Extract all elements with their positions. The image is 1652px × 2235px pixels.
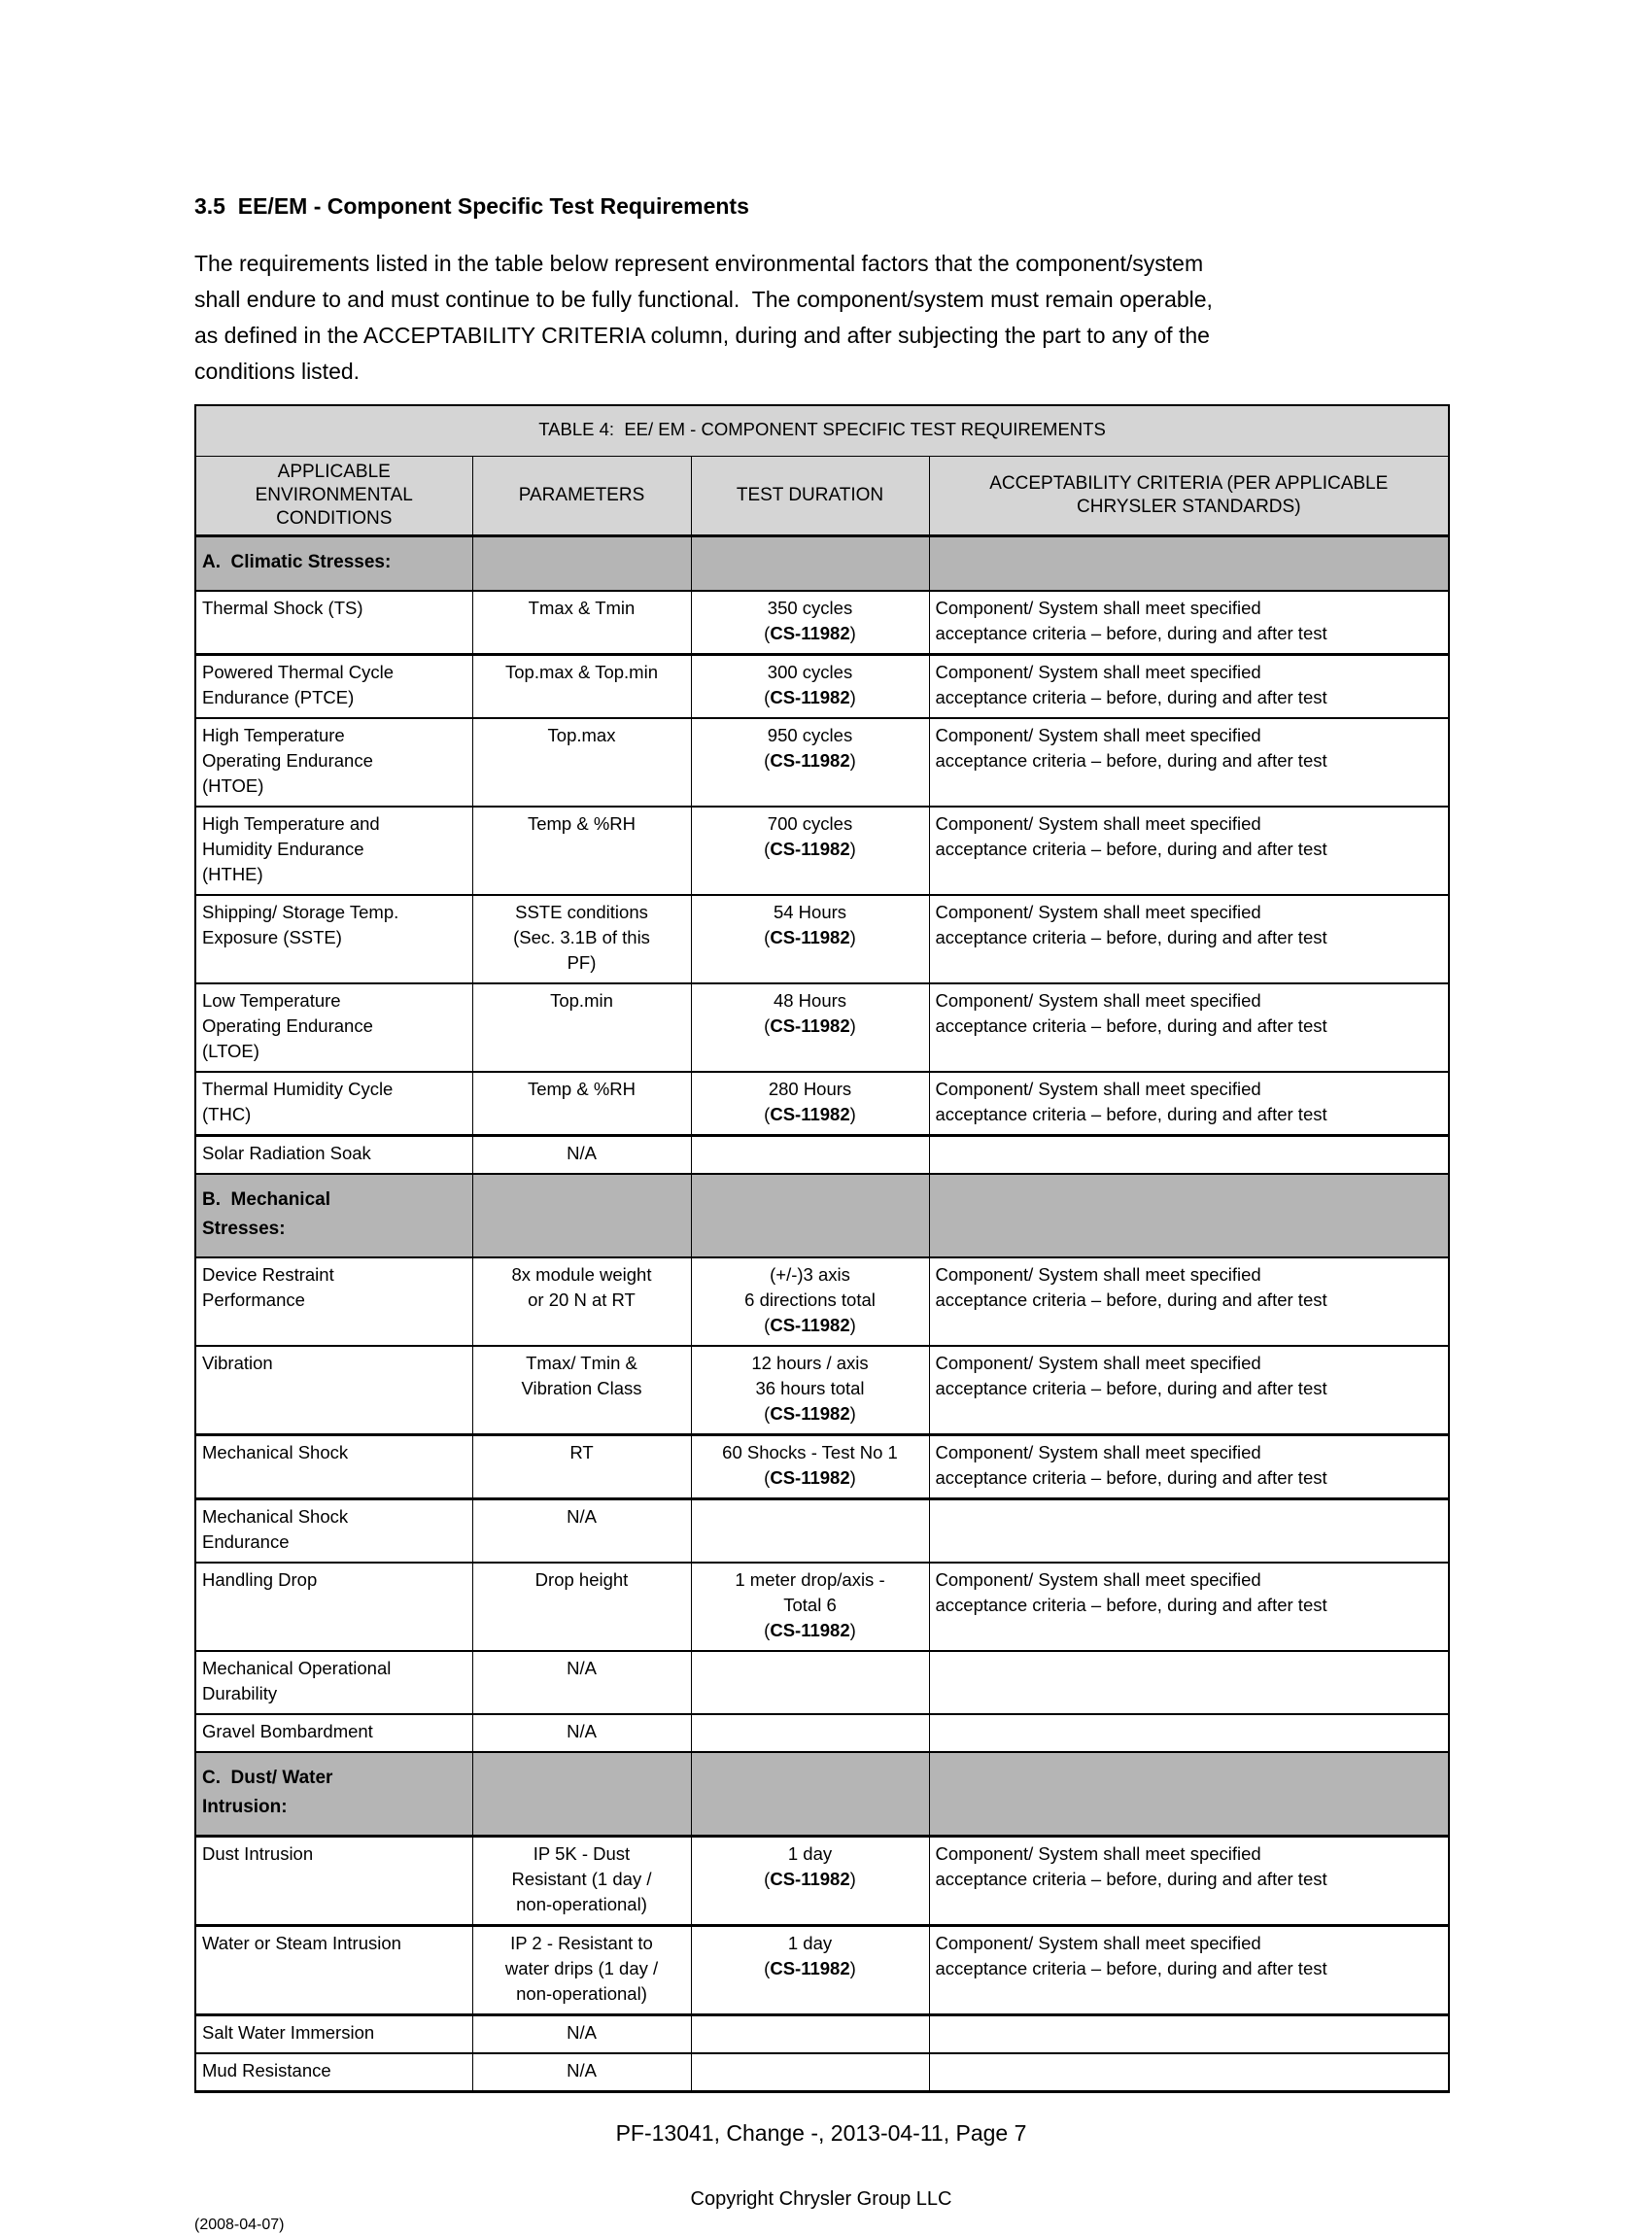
cell-line: acceptance criteria – before, during and after test bbox=[935, 1015, 1327, 1036]
parameters-cell bbox=[472, 1136, 691, 1175]
table-row bbox=[195, 1563, 1449, 1651]
col-header-criteria: ACCEPTABILITY CRITERIA (PER APPLICABLE CHRYSLER STANDARDS) bbox=[929, 457, 1449, 536]
criteria-cell bbox=[929, 1499, 1449, 1564]
cell-line: Water or Steam Intrusion bbox=[202, 1933, 401, 1953]
duration-cell bbox=[691, 1435, 929, 1499]
parameters-cell bbox=[472, 1714, 691, 1752]
cell-line: Top.min bbox=[550, 990, 613, 1011]
duration-cell bbox=[691, 1714, 929, 1752]
cs-label: CS-11982 bbox=[770, 1104, 850, 1124]
cs-standard-ref bbox=[698, 1014, 923, 1039]
duration-cell bbox=[691, 1346, 929, 1435]
condition-cell bbox=[195, 895, 472, 983]
criteria-cell bbox=[929, 1257, 1449, 1346]
cell-line: Top.max & Top.min bbox=[505, 662, 658, 682]
duration-cell bbox=[691, 807, 929, 895]
cs-standard-ref bbox=[698, 837, 923, 862]
cell-line: (HTOE) bbox=[202, 775, 264, 796]
criteria-cell bbox=[929, 1563, 1449, 1651]
criteria-cell bbox=[929, 807, 1449, 895]
cs-open: ( bbox=[764, 1403, 771, 1424]
cell-line: water drips (1 day / bbox=[504, 1958, 659, 1978]
cs-open: ( bbox=[764, 1958, 771, 1978]
cell-line: Vibration Class bbox=[521, 1378, 642, 1398]
cell-line: (LTOE) bbox=[202, 1041, 259, 1061]
cell-line: acceptance criteria – before, during and after test bbox=[935, 1467, 1327, 1488]
section-empty-cell bbox=[691, 1752, 929, 1837]
cell-line: N/A bbox=[567, 1721, 597, 1741]
cs-standard-ref bbox=[698, 1401, 923, 1427]
cell-line: Handling Drop bbox=[202, 1569, 318, 1590]
cell-line: Solar Radiation Soak bbox=[202, 1143, 371, 1163]
cell-line: Low Temperature bbox=[202, 990, 341, 1011]
parameters-cell bbox=[472, 2015, 691, 2054]
parameters-cell bbox=[472, 1346, 691, 1435]
parameters-cell bbox=[472, 1435, 691, 1499]
section-empty-cell bbox=[472, 536, 691, 592]
cell-line: acceptance criteria – before, during and after test bbox=[935, 1869, 1327, 1889]
page-footer bbox=[194, 2118, 1448, 2235]
cell-line: Component/ System shall meet specified bbox=[935, 1569, 1261, 1590]
cell-line: Salt Water Immersion bbox=[202, 2022, 375, 2043]
cell-line: Intrusion: bbox=[202, 1797, 288, 1817]
cell-line: Stresses: bbox=[202, 1219, 286, 1239]
section-label-cell bbox=[195, 536, 472, 592]
col-header-parameters: PARAMETERS bbox=[472, 457, 691, 536]
cell-line: acceptance criteria – before, during and after test bbox=[935, 1958, 1327, 1978]
cs-open: ( bbox=[764, 623, 771, 643]
cell-line: 280 Hours bbox=[768, 1079, 852, 1099]
cell-line: Exposure (SSTE) bbox=[202, 927, 342, 947]
cell-line: (HTHE) bbox=[202, 864, 263, 884]
criteria-cell bbox=[929, 983, 1449, 1072]
duration-cell bbox=[691, 2053, 929, 2092]
cs-open: ( bbox=[764, 1467, 771, 1488]
cell-line: Thermal Humidity Cycle bbox=[202, 1079, 394, 1099]
cs-label: CS-11982 bbox=[770, 623, 850, 643]
cs-close: ) bbox=[849, 1315, 856, 1335]
cell-line: Component/ System shall meet specified bbox=[935, 1264, 1261, 1285]
cell-line: 36 hours total bbox=[755, 1378, 865, 1398]
duration-cell bbox=[691, 1136, 929, 1175]
table-row bbox=[195, 1072, 1449, 1136]
cs-open: ( bbox=[764, 1104, 771, 1124]
duration-cell bbox=[691, 1072, 929, 1136]
condition-cell bbox=[195, 718, 472, 807]
cell-line: Mud Resistance bbox=[202, 2060, 331, 2080]
duration-cell bbox=[691, 2015, 929, 2054]
cs-label: CS-11982 bbox=[770, 1467, 850, 1488]
intro-line: The requirements listed in the table below represent environmental factors that the component/system bbox=[194, 251, 1204, 276]
criteria-cell bbox=[929, 895, 1449, 983]
duration-cell bbox=[691, 1926, 929, 2015]
parameters-cell bbox=[472, 983, 691, 1072]
intro-line: shall endure to and must continue to be fully functional. The component/system must remain operable, bbox=[194, 287, 1213, 312]
cell-line: or 20 N at RT bbox=[528, 1289, 636, 1310]
cell-line: Total 6 bbox=[783, 1595, 837, 1615]
condition-cell bbox=[195, 655, 472, 719]
parameters-cell bbox=[472, 895, 691, 983]
cs-open: ( bbox=[764, 1869, 771, 1889]
section-empty-cell bbox=[691, 1174, 929, 1257]
cell-line: acceptance criteria – before, during and after test bbox=[935, 839, 1327, 859]
cell-line: acceptance criteria – before, during and after test bbox=[935, 1289, 1327, 1310]
cs-close: ) bbox=[849, 623, 856, 643]
duration-cell bbox=[691, 895, 929, 983]
cell-line: Component/ System shall meet specified bbox=[935, 813, 1261, 834]
cell-line: N/A bbox=[567, 1506, 597, 1527]
cell-line: (Sec. 3.1B of this bbox=[513, 927, 650, 947]
intro-line: conditions listed. bbox=[194, 359, 361, 384]
cell-line: Temp & %RH bbox=[527, 813, 637, 834]
cell-line: Component/ System shall meet specified bbox=[935, 1353, 1261, 1373]
cell-line: acceptance criteria – before, during and after test bbox=[935, 1104, 1327, 1124]
section-empty-cell bbox=[929, 1752, 1449, 1837]
cell-line: 1 day bbox=[787, 1933, 833, 1953]
cell-line: 8x module weight bbox=[511, 1264, 652, 1285]
cs-label: CS-11982 bbox=[770, 927, 850, 947]
table-row bbox=[195, 1651, 1449, 1714]
cs-standard-ref bbox=[698, 1102, 923, 1127]
cs-open: ( bbox=[764, 1315, 771, 1335]
cell-line: Drop height bbox=[534, 1569, 629, 1590]
cell-line: Endurance (PTCE) bbox=[202, 687, 355, 707]
table-row bbox=[195, 1714, 1449, 1752]
cell-line: A. Climatic Stresses: bbox=[202, 552, 392, 572]
table-row bbox=[195, 1257, 1449, 1346]
cell-line: 54 Hours bbox=[773, 902, 847, 922]
cs-standard-ref bbox=[698, 621, 923, 646]
cell-line: Resistant (1 day / bbox=[511, 1869, 652, 1889]
cell-line: N/A bbox=[567, 1658, 597, 1678]
cell-line: Operating Endurance bbox=[202, 750, 373, 771]
duration-cell bbox=[691, 1499, 929, 1564]
table-row bbox=[195, 1435, 1449, 1499]
criteria-cell bbox=[929, 718, 1449, 807]
cs-label: CS-11982 bbox=[770, 1315, 850, 1335]
cs-label: CS-11982 bbox=[770, 687, 850, 707]
footer-doc-line: PF-13041, Change -, 2013-04-11, Page 7 bbox=[615, 2120, 1027, 2146]
cs-close: ) bbox=[849, 1869, 856, 1889]
cs-close: ) bbox=[849, 1958, 856, 1978]
cell-line: acceptance criteria – before, during and after test bbox=[935, 623, 1327, 643]
table-row bbox=[195, 655, 1449, 719]
cs-close: ) bbox=[849, 750, 856, 771]
cs-standard-ref bbox=[698, 748, 923, 774]
cs-open: ( bbox=[764, 750, 771, 771]
cell-line: IP 2 - Resistant to bbox=[510, 1933, 653, 1953]
cs-standard-ref bbox=[698, 1867, 923, 1892]
cs-standard-ref bbox=[698, 685, 923, 710]
cs-label: CS-11982 bbox=[770, 1620, 850, 1640]
table-row bbox=[195, 1136, 1449, 1175]
cell-line: Component/ System shall meet specified bbox=[935, 902, 1261, 922]
condition-cell bbox=[195, 591, 472, 655]
condition-cell bbox=[195, 1563, 472, 1651]
cell-line: Temp & %RH bbox=[527, 1079, 637, 1099]
section-header-row bbox=[195, 1174, 1449, 1257]
table-row bbox=[195, 2015, 1449, 2054]
cell-line: N/A bbox=[567, 2022, 597, 2043]
cell-line: Shipping/ Storage Temp. bbox=[202, 902, 399, 922]
table-row bbox=[195, 591, 1449, 655]
footer-revision-date: (2008-04-07) bbox=[194, 2217, 285, 2233]
cell-line: Thermal Shock (TS) bbox=[202, 598, 363, 618]
cell-line: Tmax/ Tmin & bbox=[526, 1353, 637, 1373]
cell-line: Device Restraint bbox=[202, 1264, 334, 1285]
cell-line: 300 cycles bbox=[767, 662, 853, 682]
table-row bbox=[195, 807, 1449, 895]
cs-standard-ref bbox=[698, 1465, 923, 1491]
intro-paragraph bbox=[194, 246, 1448, 390]
condition-cell bbox=[195, 2053, 472, 2092]
cell-line: Top.max bbox=[547, 725, 616, 745]
condition-cell bbox=[195, 1136, 472, 1175]
parameters-cell bbox=[472, 2053, 691, 2092]
cell-line: SSTE conditions bbox=[515, 902, 648, 922]
criteria-cell bbox=[929, 655, 1449, 719]
condition-cell bbox=[195, 1651, 472, 1714]
section-header-row bbox=[195, 1752, 1449, 1837]
parameters-cell bbox=[472, 1837, 691, 1926]
col-header-duration: TEST DURATION bbox=[691, 457, 929, 536]
cs-close: ) bbox=[849, 1620, 856, 1640]
criteria-cell bbox=[929, 1926, 1449, 2015]
footer-copyright: Copyright Chrysler Group LLC bbox=[690, 2188, 952, 2210]
duration-cell bbox=[691, 718, 929, 807]
cell-line: IP 5K - Dust bbox=[533, 1843, 631, 1864]
cs-label: CS-11982 bbox=[770, 750, 850, 771]
cs-close: ) bbox=[849, 1015, 856, 1036]
criteria-cell bbox=[929, 2015, 1449, 2054]
cell-line: Component/ System shall meet specified bbox=[935, 725, 1261, 745]
cell-line: Durability bbox=[202, 1683, 278, 1703]
parameters-cell bbox=[472, 807, 691, 895]
duration-cell bbox=[691, 591, 929, 655]
cell-line: Performance bbox=[202, 1289, 305, 1310]
cs-label: CS-11982 bbox=[770, 1958, 850, 1978]
cell-line: acceptance criteria – before, during and after test bbox=[935, 927, 1327, 947]
cell-line: 1 meter drop/axis - bbox=[735, 1569, 885, 1590]
table-row bbox=[195, 1837, 1449, 1926]
cs-close: ) bbox=[849, 687, 856, 707]
section-empty-cell bbox=[691, 536, 929, 592]
cell-line: Component/ System shall meet specified bbox=[935, 598, 1261, 618]
cs-close: ) bbox=[849, 1403, 856, 1424]
duration-cell bbox=[691, 1257, 929, 1346]
cell-line: (THC) bbox=[202, 1104, 252, 1124]
cell-line: non-operational) bbox=[516, 1894, 647, 1914]
col-header-conditions: APPLICABLE ENVIRONMENTAL CONDITIONS bbox=[195, 457, 472, 536]
cs-close: ) bbox=[849, 1467, 856, 1488]
cell-line: Component/ System shall meet specified bbox=[935, 990, 1261, 1011]
cell-line: High Temperature and bbox=[202, 813, 380, 834]
criteria-cell bbox=[929, 1072, 1449, 1136]
criteria-cell bbox=[929, 1714, 1449, 1752]
table-title-row bbox=[195, 405, 1449, 457]
parameters-cell bbox=[472, 1072, 691, 1136]
cs-open: ( bbox=[764, 927, 771, 947]
cs-open: ( bbox=[764, 1015, 771, 1036]
cs-label: CS-11982 bbox=[770, 1403, 850, 1424]
cell-line: Mechanical Shock bbox=[202, 1442, 349, 1462]
cell-line: Powered Thermal Cycle bbox=[202, 662, 395, 682]
cell-line: 1 day bbox=[787, 1843, 833, 1864]
section-label-cell bbox=[195, 1752, 472, 1837]
cs-standard-ref bbox=[698, 1313, 923, 1338]
table-row bbox=[195, 1346, 1449, 1435]
requirements-table-container bbox=[194, 404, 1448, 2093]
condition-cell bbox=[195, 1714, 472, 1752]
cell-line: N/A bbox=[567, 1143, 597, 1163]
criteria-cell bbox=[929, 1346, 1449, 1435]
section-label-cell bbox=[195, 1174, 472, 1257]
cs-open: ( bbox=[764, 1620, 771, 1640]
condition-cell bbox=[195, 807, 472, 895]
table-header-row bbox=[195, 457, 1449, 536]
table-title: TABLE 4: EE/ EM - COMPONENT SPECIFIC TEST REQUIREMENTS bbox=[195, 405, 1449, 457]
condition-cell bbox=[195, 1346, 472, 1435]
cs-close: ) bbox=[849, 927, 856, 947]
cs-open: ( bbox=[764, 687, 771, 707]
cell-line: High Temperature bbox=[202, 725, 345, 745]
intro-line: as defined in the ACCEPTABILITY CRITERIA column, during and after subjecting the part to any of the bbox=[194, 323, 1210, 348]
criteria-cell bbox=[929, 1136, 1449, 1175]
criteria-cell bbox=[929, 591, 1449, 655]
parameters-cell bbox=[472, 1926, 691, 2015]
cs-label: CS-11982 bbox=[770, 1869, 850, 1889]
duration-cell bbox=[691, 1837, 929, 1926]
cell-line: Component/ System shall meet specified bbox=[935, 662, 1261, 682]
cell-line: Mechanical Shock bbox=[202, 1506, 349, 1527]
cell-line: 700 cycles bbox=[767, 813, 853, 834]
cs-open: ( bbox=[764, 839, 771, 859]
cell-line: (+/-)3 axis bbox=[770, 1264, 850, 1285]
cs-standard-ref bbox=[698, 1618, 923, 1643]
condition-cell bbox=[195, 1435, 472, 1499]
table-row bbox=[195, 2053, 1449, 2092]
cs-close: ) bbox=[849, 839, 856, 859]
section-heading: 3.5 EE/EM - Component Specific Test Requirements bbox=[194, 193, 749, 219]
cell-line: Component/ System shall meet specified bbox=[935, 1843, 1261, 1864]
parameters-cell bbox=[472, 1257, 691, 1346]
section-empty-cell bbox=[929, 1174, 1449, 1257]
cs-standard-ref bbox=[698, 925, 923, 950]
cell-line: Component/ System shall meet specified bbox=[935, 1079, 1261, 1099]
cell-line: 48 Hours bbox=[773, 990, 847, 1011]
cell-line: acceptance criteria – before, during and after test bbox=[935, 1595, 1327, 1615]
duration-cell bbox=[691, 655, 929, 719]
cell-line: 950 cycles bbox=[767, 725, 853, 745]
cell-line: Tmax & Tmin bbox=[528, 598, 636, 618]
requirements-table bbox=[194, 404, 1450, 2093]
section-header-row bbox=[195, 536, 1449, 592]
condition-cell bbox=[195, 1072, 472, 1136]
cell-line: acceptance criteria – before, during and after test bbox=[935, 1378, 1327, 1398]
condition-cell bbox=[195, 983, 472, 1072]
parameters-cell bbox=[472, 1563, 691, 1651]
cell-line: Endurance bbox=[202, 1531, 290, 1552]
cell-line: PF) bbox=[567, 952, 597, 973]
criteria-cell bbox=[929, 2053, 1449, 2092]
duration-cell bbox=[691, 983, 929, 1072]
parameters-cell bbox=[472, 1651, 691, 1714]
table-row bbox=[195, 895, 1449, 983]
section-empty-cell bbox=[929, 536, 1449, 592]
cell-line: B. Mechanical bbox=[202, 1189, 330, 1210]
section-empty-cell bbox=[472, 1752, 691, 1837]
cell-line: Gravel Bombardment bbox=[202, 1721, 373, 1741]
criteria-cell bbox=[929, 1837, 1449, 1926]
section-empty-cell bbox=[472, 1174, 691, 1257]
cell-line: Mechanical Operational bbox=[202, 1658, 392, 1678]
condition-cell bbox=[195, 2015, 472, 2054]
cs-label: CS-11982 bbox=[770, 1015, 850, 1036]
cell-line: Component/ System shall meet specified bbox=[935, 1442, 1261, 1462]
cell-line: Dust Intrusion bbox=[202, 1843, 314, 1864]
cell-line: acceptance criteria – before, during and after test bbox=[935, 687, 1327, 707]
criteria-cell bbox=[929, 1651, 1449, 1714]
duration-cell bbox=[691, 1563, 929, 1651]
cell-line: Operating Endurance bbox=[202, 1015, 373, 1036]
cs-close: ) bbox=[849, 1104, 856, 1124]
cell-line: N/A bbox=[567, 2060, 597, 2080]
condition-cell bbox=[195, 1499, 472, 1564]
parameters-cell bbox=[472, 1499, 691, 1564]
parameters-cell bbox=[472, 591, 691, 655]
cell-line: 12 hours / axis bbox=[751, 1353, 869, 1373]
cell-line: non-operational) bbox=[516, 1983, 647, 2004]
cell-line: 60 Shocks - Test No 1 bbox=[722, 1442, 898, 1462]
criteria-cell bbox=[929, 1435, 1449, 1499]
cs-standard-ref bbox=[698, 1956, 923, 1981]
condition-cell bbox=[195, 1926, 472, 2015]
cell-line: RT bbox=[569, 1442, 594, 1462]
table-row bbox=[195, 718, 1449, 807]
cs-label: CS-11982 bbox=[770, 839, 850, 859]
cell-line: Component/ System shall meet specified bbox=[935, 1933, 1261, 1953]
cell-line: Vibration bbox=[202, 1353, 273, 1373]
table-row bbox=[195, 1926, 1449, 2015]
parameters-cell bbox=[472, 718, 691, 807]
table-row bbox=[195, 1499, 1449, 1564]
parameters-cell bbox=[472, 655, 691, 719]
condition-cell bbox=[195, 1257, 472, 1346]
duration-cell bbox=[691, 1651, 929, 1714]
cell-line: C. Dust/ Water bbox=[202, 1768, 333, 1788]
cell-line: Humidity Endurance bbox=[202, 839, 364, 859]
cell-line: 6 directions total bbox=[744, 1289, 876, 1310]
cell-line: acceptance criteria – before, during and after test bbox=[935, 750, 1327, 771]
cell-line: 350 cycles bbox=[767, 598, 853, 618]
table-row bbox=[195, 983, 1449, 1072]
condition-cell bbox=[195, 1837, 472, 1926]
